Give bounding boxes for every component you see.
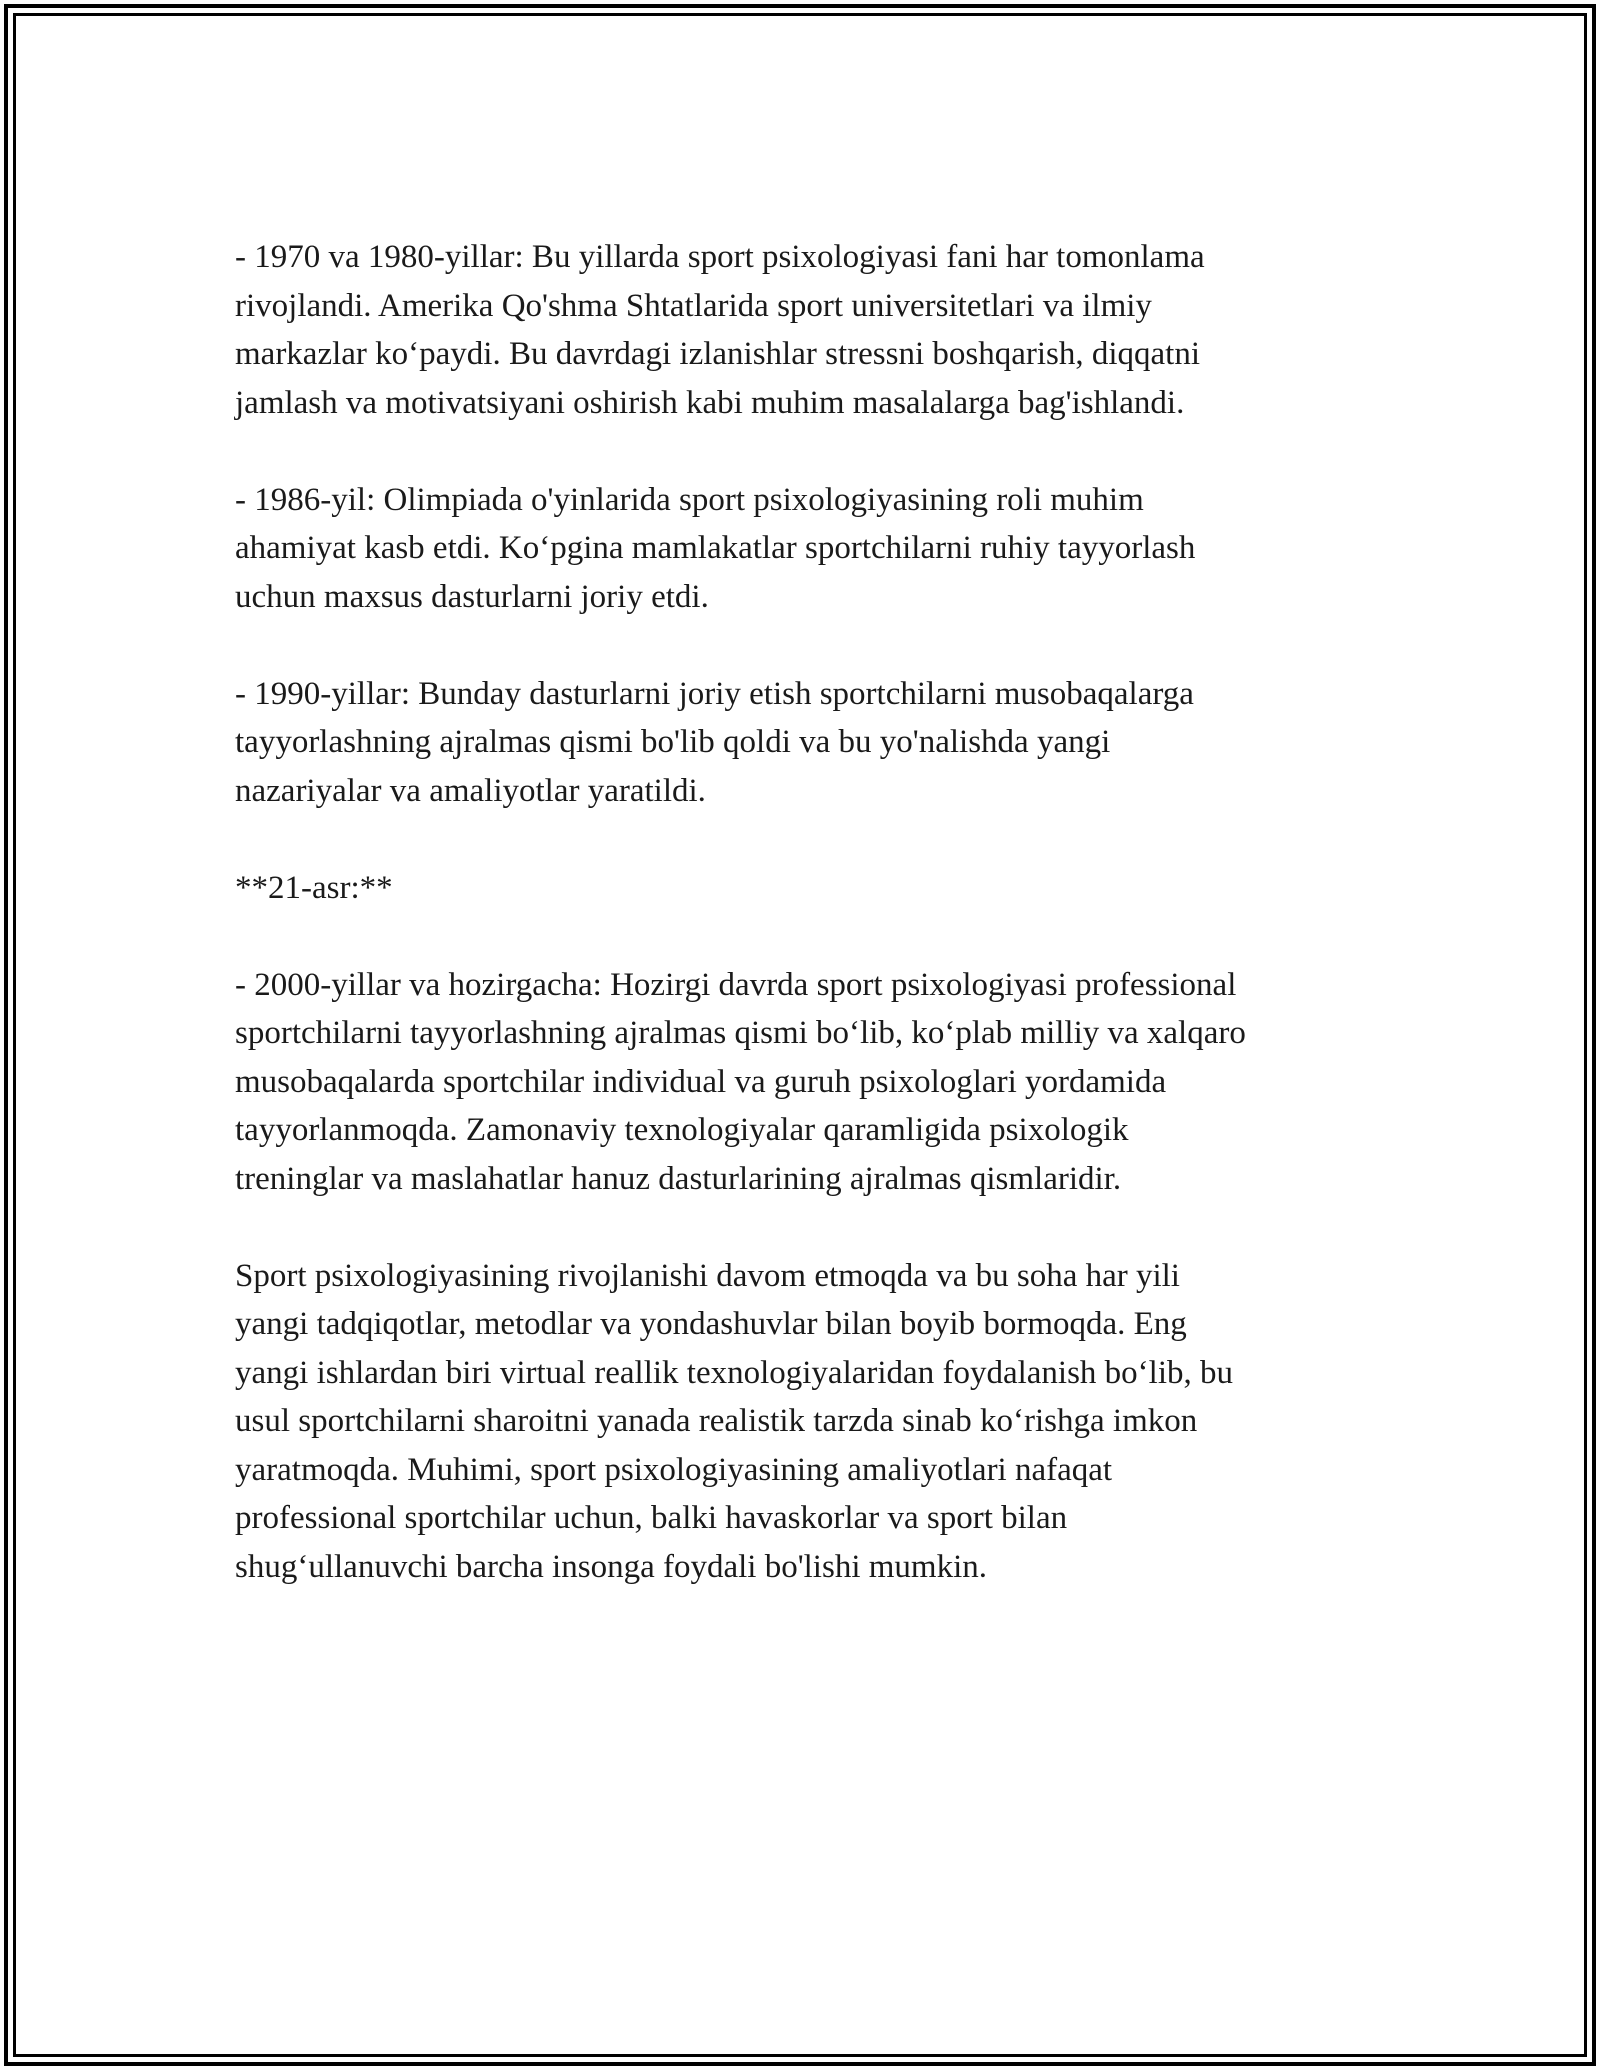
- paragraph-2000-present: - 2000-yillar va hozirgacha: Hozirgi davrda sport psixologiyasi professional sportchilarni tayyorlashning ajralmas qismi boʻlib, koʻplab milliy va xalqaro musobaqalarda sportchilar individual va guruh psixologlari yordamida tayyorlanmoqda. Zamonaviy texnologiyalar qaramligida psixologik treninglar va maslahatlar hanuz dasturlarining ajralmas qismlaridir.: [235, 966, 1246, 1197]
- paragraph-conclusion: Sport psixologiyasining rivojlanishi davom etmoqda va bu soha har yili yangi tadqiqotlar, metodlar va yondashuvlar bilan boyib bormoqda. Eng yangi ishlardan biri virtual reallik texnologiyalaridan foydalanish boʻlib, bu usul sportchilarni sharoitni yanada realistik tarzda sinab koʻrishga imkon yaratmoqda. Muhimi, sport psixologiyasining amaliyotlari nafaqat professional sportchilar uchun, balki havaskorlar va sport bilan shugʻullanuvchi barcha insonga foydali bo'lishi mumkin.: [235, 1257, 1233, 1585]
- paragraph-1986: - 1986-yil: Olimpiada o'yinlarida sport psixologiyasining roli muhim ahamiyat kasb etdi. Koʻpgina mamlakatlar sportchilarni ruhiy tayyorlash uchun maxsus dasturlarni joriy etdi.: [235, 481, 1196, 615]
- section-heading-21-century: **21-asr:**: [235, 869, 393, 906]
- document-body: [235, 233, 1380, 1591]
- paragraph-1990: - 1990-yillar: Bunday dasturlarni joriy etish sportchilarni musobaqalarga tayyorlashning ajralmas qismi bo'lib qoldi va bu yo'nalishda yangi nazariyalar va amaliyotlar yaratildi.: [235, 675, 1194, 809]
- paragraph-1970-1980: - 1970 va 1980-yillar: Bu yillarda sport psixologiyasi fani har tomonlama rivojlandi. Amerika Qo'shma Shtatlarida sport universitetlari va ilmiy markazlar koʻpaydi. Bu davrdagi izlanishlar stressni boshqarish, diqqatni jamlash va motivatsiyani oshirish kabi muhim masalalarga bag'ishlandi.: [235, 239, 1205, 421]
